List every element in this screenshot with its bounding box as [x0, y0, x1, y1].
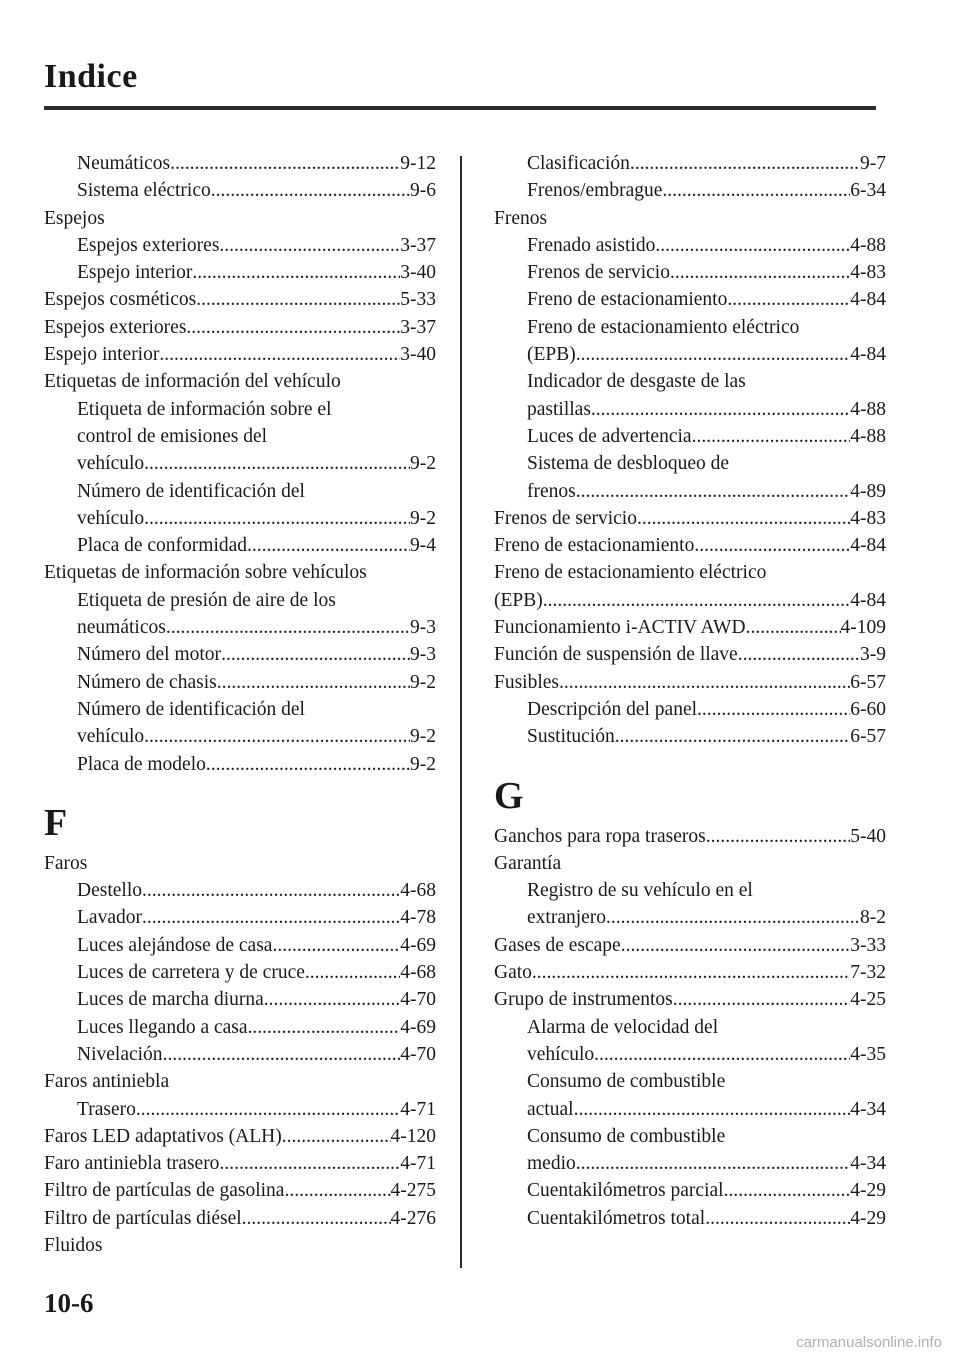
watermark: carmanualsonline.info: [796, 1334, 942, 1351]
leader-dots: [706, 823, 851, 850]
entry-label: vehículo: [527, 1043, 595, 1065]
column-divider: [460, 156, 462, 1268]
entry-label: (EPB): [494, 589, 543, 611]
leader-dots: [576, 1150, 851, 1177]
entry-label: Luces de advertencia: [527, 425, 692, 447]
entry-page: 9-7: [860, 153, 886, 174]
index-entry: [494, 614, 886, 641]
leader-dots: [606, 904, 860, 931]
entry-label: Fluidos: [44, 1234, 103, 1256]
entry-page: 4-88: [850, 234, 886, 256]
index-subentry: [44, 396, 436, 423]
entry-label: Filtro de partículas de gasolina: [44, 1180, 285, 1202]
leader-dots: [282, 1123, 391, 1150]
leader-dots: [264, 986, 400, 1013]
entry-label: vehículo: [77, 726, 145, 748]
entry-label: medio: [527, 1153, 576, 1175]
entry-label: Trasero: [77, 1098, 136, 1120]
entry-label: Sistema eléctrico: [77, 180, 211, 202]
leader-dots: [724, 1177, 851, 1204]
entry-page: 4-71: [400, 1153, 436, 1175]
entry-label: Cuentakilómetros total: [527, 1207, 706, 1229]
index-subentry: [44, 232, 436, 259]
entry-label: Luces de marcha diurna: [77, 989, 264, 1011]
index-column-left: [44, 150, 436, 1259]
entry-page: 9-2: [410, 453, 436, 475]
leader-dots: [655, 232, 850, 259]
entry-label: Espejo interior: [44, 344, 160, 366]
entry-label: Gato: [494, 962, 532, 984]
leader-dots: [219, 1150, 400, 1177]
leader-dots: [637, 505, 850, 532]
leader-dots: [673, 986, 851, 1013]
entry-page: 9-2: [410, 726, 436, 748]
leader-dots: [630, 150, 860, 177]
index-entry: [494, 669, 886, 696]
entry-page: 5-40: [850, 825, 886, 847]
index-entry: [494, 850, 886, 877]
leader-dots: [576, 341, 851, 368]
index-subentry: [494, 1068, 886, 1095]
entry-label: Freno de estacionamiento: [527, 289, 728, 311]
entry-page: 4-34: [850, 1153, 886, 1175]
entry-label: Filtro de partículas diésel: [44, 1207, 242, 1229]
index-entry: [494, 505, 886, 532]
entry-label: Frenos/embrague: [527, 180, 663, 202]
index-subentry: [494, 723, 886, 750]
entry-label: Freno de estacionamiento eléctrico: [527, 316, 800, 338]
index-subentry: [494, 1150, 886, 1177]
index-subentry: [494, 1205, 886, 1232]
index-subentry: [44, 1014, 436, 1041]
index-subentry: [494, 341, 886, 368]
entry-page: 6-57: [850, 726, 886, 748]
leader-dots: [144, 450, 410, 477]
entry-page: 4-89: [850, 480, 886, 502]
leader-dots: [697, 696, 850, 723]
entry-page: 4-69: [400, 1016, 436, 1038]
entry-label: Cuentakilómetros parcial: [527, 1180, 724, 1202]
entry-label: Faros antiniebla: [44, 1071, 170, 1093]
index-subentry: [494, 1123, 886, 1150]
leader-dots: [594, 1041, 850, 1068]
entry-page: 4-71: [400, 1098, 436, 1120]
index-entry: [494, 986, 886, 1013]
index-entry: [494, 932, 886, 959]
index-subentry: [44, 478, 436, 505]
entry-page: 6-60: [850, 698, 886, 720]
index-subentry: [44, 986, 436, 1013]
entry-page: 9-12: [400, 153, 436, 174]
index-subentry: [44, 723, 436, 750]
leader-dots: [142, 877, 400, 904]
entry-label: Alarma de velocidad del: [527, 1016, 719, 1038]
index-subentry: [44, 877, 436, 904]
entry-page: 7-32: [850, 962, 886, 984]
entry-label: Etiqueta de información sobre el: [77, 398, 332, 420]
entry-page: 4-275: [390, 1180, 436, 1202]
entry-page: 4-88: [850, 425, 886, 447]
entry-label: Luces llegando a casa: [77, 1016, 248, 1038]
entry-label: Fusibles: [494, 671, 560, 693]
entry-label: Espejos cosméticos: [44, 289, 197, 311]
entry-label: (EPB): [527, 344, 576, 366]
entry-page: 3-9: [860, 644, 886, 666]
index-subentry: [44, 450, 436, 477]
index-entry: [494, 205, 886, 232]
leader-dots: [142, 904, 400, 931]
index-subentry: [44, 669, 436, 696]
entry-label: extranjero: [527, 907, 607, 929]
entry-label: Espejo interior: [77, 262, 193, 284]
entry-page: 6-34: [850, 180, 886, 202]
index-subentry: [494, 877, 886, 904]
leader-dots: [221, 641, 410, 668]
entry-label: Lavador: [77, 907, 142, 929]
entry-page: 3-40: [400, 262, 436, 284]
index-subentry: [44, 587, 436, 614]
entry-label: Consumo de combustible: [527, 1125, 726, 1147]
entry-label: Etiqueta de presión de aire de los: [77, 589, 336, 611]
leader-dots: [272, 932, 400, 959]
entry-page: 4-276: [390, 1207, 436, 1229]
entry-label: Placa de modelo: [77, 753, 206, 775]
entry-page: 9-3: [410, 617, 436, 639]
entry-label: Nivelación: [77, 1043, 163, 1065]
leader-dots: [591, 396, 850, 423]
index-subentry: [44, 505, 436, 532]
index-entry: [44, 341, 436, 368]
index-entry: [44, 850, 436, 877]
index-entry: [44, 1205, 436, 1232]
index-entry: [494, 823, 886, 850]
entry-label: frenos: [527, 480, 576, 502]
index-subentry: [44, 259, 436, 286]
leader-dots: [746, 614, 841, 641]
entry-label: Frenado asistido: [527, 234, 656, 256]
index-subentry: [494, 904, 886, 931]
entry-label: Frenos: [494, 207, 548, 229]
entry-label: Faros LED adaptativos (ALH): [44, 1125, 282, 1147]
index-subentry: [494, 177, 886, 204]
entry-label: Sustitución: [527, 726, 615, 748]
leader-dots: [662, 177, 850, 204]
entry-label: Número de identificación del: [77, 698, 305, 720]
index-entry: [44, 1150, 436, 1177]
index-subentry: [44, 614, 436, 641]
entry-label: pastillas: [527, 398, 591, 420]
entry-page: 9-3: [410, 644, 436, 666]
index-entry: [494, 532, 886, 559]
index-subentry: [494, 396, 886, 423]
entry-page: 9-2: [410, 507, 436, 529]
index-entry: [44, 1177, 436, 1204]
leader-dots: [615, 723, 850, 750]
entry-page: 3-40: [400, 344, 436, 366]
index-subentry: [494, 368, 886, 395]
entry-label: actual: [527, 1098, 574, 1120]
index-subentry: [44, 751, 436, 778]
entry-page: 4-29: [850, 1180, 886, 1202]
leader-dots: [248, 1014, 401, 1041]
index-subentry: [494, 314, 886, 341]
index-entry: [494, 587, 886, 614]
entry-label: Etiquetas de información del vehículo: [44, 371, 341, 393]
entry-label: Faro antiniebla trasero: [44, 1153, 220, 1175]
entry-label: Número del motor: [77, 644, 222, 666]
leader-dots: [163, 1041, 401, 1068]
leader-dots: [532, 959, 850, 986]
entry-page: 4-25: [850, 989, 886, 1011]
entry-page: 4-35: [850, 1043, 886, 1065]
entry-label: Consumo de combustible: [527, 1071, 726, 1093]
index-subentry: [44, 904, 436, 931]
leader-dots: [692, 423, 851, 450]
leader-dots: [694, 532, 850, 559]
leader-dots: [166, 614, 410, 641]
entry-label: Etiquetas de información sobre vehículos: [44, 562, 367, 584]
entry-page: 8-2: [860, 907, 886, 929]
index-entry: [494, 559, 886, 586]
entry-label: vehículo: [77, 453, 145, 475]
index-subentry: [494, 286, 886, 313]
index-subentry: [494, 1096, 886, 1123]
index-entry: [494, 641, 886, 668]
leader-dots: [574, 1096, 851, 1123]
entry-page: 9-4: [410, 535, 436, 557]
index-subentry: [494, 1041, 886, 1068]
entry-label: vehículo: [77, 507, 145, 529]
index-entry: [494, 959, 886, 986]
index-subentry: [494, 1177, 886, 1204]
entry-page: 4-83: [850, 262, 886, 284]
entry-page: 9-6: [410, 180, 436, 202]
index-entry: [44, 1068, 436, 1095]
leader-dots: [284, 1177, 390, 1204]
entry-label: Indicador de desgaste de las: [527, 371, 746, 393]
section-letter: F: [44, 801, 68, 844]
entry-page: 3-33: [850, 934, 886, 956]
entry-label: Espejos exteriores: [44, 316, 187, 338]
entry-label: Funcionamiento i-ACTIV AWD: [494, 617, 746, 639]
index-subentry: [494, 150, 886, 177]
entry-page: 4-34: [850, 1098, 886, 1120]
entry-page: 3-37: [400, 316, 436, 338]
index-subentry: [494, 450, 886, 477]
leader-dots: [576, 478, 851, 505]
index-column-right: [494, 150, 886, 1232]
entry-page: 3-37: [400, 234, 436, 256]
entry-page: 4-70: [400, 1043, 436, 1065]
index-entry: [44, 368, 436, 395]
index-subentry: [44, 1096, 436, 1123]
entry-label: Luces de carretera y de cruce: [77, 962, 305, 984]
entry-label: Descripción del panel: [527, 698, 698, 720]
index-entry: [44, 205, 436, 232]
entry-label: Luces alejándose de casa: [77, 934, 273, 956]
entry-page: 5-33: [400, 289, 436, 311]
leader-dots: [206, 751, 410, 778]
entry-label: Ganchos para ropa traseros: [494, 825, 706, 847]
entry-page: 6-57: [850, 671, 886, 693]
index-subentry: [44, 932, 436, 959]
leader-dots: [217, 669, 410, 696]
leader-dots: [305, 959, 400, 986]
leader-dots: [144, 505, 410, 532]
entry-label: Gases de escape: [494, 934, 621, 956]
leader-dots: [705, 1205, 850, 1232]
entry-label: Registro de su vehículo en el: [527, 880, 753, 902]
entry-label: Frenos de servicio: [527, 262, 670, 284]
page-number: 10-6: [44, 1288, 94, 1318]
index-entry: [44, 1123, 436, 1150]
index-subentry: [44, 696, 436, 723]
index-subentry: [44, 532, 436, 559]
entry-label: Freno de estacionamiento: [494, 535, 695, 557]
page-title: Indice: [44, 58, 138, 95]
leader-dots: [170, 150, 400, 177]
index-entry: [44, 286, 436, 313]
entry-label: Garantía: [494, 852, 562, 874]
entry-label: Destello: [77, 880, 142, 902]
index-subentry: [44, 177, 436, 204]
index-subentry: [494, 696, 886, 723]
entry-page: 9-2: [410, 753, 436, 775]
entry-label: control de emisiones del: [77, 425, 268, 447]
leader-dots: [186, 314, 400, 341]
leader-dots: [196, 286, 400, 313]
entry-label: Clasificación: [527, 153, 630, 174]
entry-label: Número de identificación del: [77, 480, 305, 502]
index-subentry: [494, 259, 886, 286]
leader-dots: [621, 932, 851, 959]
entry-label: neumáticos: [77, 617, 166, 639]
leader-dots: [543, 587, 851, 614]
index-entry: [44, 559, 436, 586]
index-entry: [44, 1232, 436, 1259]
entry-label: Función de suspensión de llave: [494, 644, 738, 666]
entry-label: Número de chasis: [77, 671, 217, 693]
index-subentry: [494, 423, 886, 450]
entry-label: Placa de conformidad: [77, 535, 248, 557]
index-subentry: [494, 1014, 886, 1041]
entry-page: 4-84: [850, 589, 886, 611]
entry-page: 4-109: [840, 617, 886, 639]
entry-page: 4-69: [400, 934, 436, 956]
entry-page: 4-68: [400, 962, 436, 984]
entry-label: Espejos exteriores: [77, 234, 220, 256]
entry-label: Sistema de desbloqueo de: [527, 453, 729, 475]
entry-page: 4-84: [850, 289, 886, 311]
entry-page: 4-70: [400, 989, 436, 1011]
leader-dots: [727, 286, 850, 313]
entry-page: 4-78: [400, 907, 436, 929]
leader-dots: [192, 259, 400, 286]
entry-page: 4-84: [850, 535, 886, 557]
leader-dots: [242, 1205, 391, 1232]
index-subentry: [44, 1041, 436, 1068]
index-subentry: [44, 641, 436, 668]
index-subentry: [44, 150, 436, 177]
leader-dots: [670, 259, 850, 286]
index-subentry: [44, 959, 436, 986]
entry-label: Frenos de servicio: [494, 507, 637, 529]
entry-label: Espejos: [44, 207, 105, 229]
leader-dots: [136, 1096, 400, 1123]
entry-label: Neumáticos: [77, 153, 171, 174]
entry-label: Freno de estacionamiento eléctrico: [494, 562, 767, 584]
entry-label: Grupo de instrumentos: [494, 989, 673, 1011]
index-subentry: [44, 423, 436, 450]
index-subentry: [494, 232, 886, 259]
section-letter: G: [494, 774, 524, 817]
entry-page: 4-83: [850, 507, 886, 529]
entry-page: 4-29: [850, 1207, 886, 1229]
leader-dots: [738, 641, 860, 668]
entry-page: 4-88: [850, 398, 886, 420]
leader-dots: [211, 177, 410, 204]
leader-dots: [247, 532, 410, 559]
entry-label: Faros: [44, 852, 88, 874]
leader-dots: [159, 341, 400, 368]
leader-dots: [559, 669, 850, 696]
index-subentry: [494, 478, 886, 505]
entry-page: 9-2: [410, 671, 436, 693]
title-rule: [44, 106, 876, 110]
leader-dots: [144, 723, 410, 750]
index-entry: [44, 314, 436, 341]
entry-page: 4-68: [400, 880, 436, 902]
leader-dots: [219, 232, 400, 259]
entry-page: 4-120: [390, 1125, 436, 1147]
entry-page: 4-84: [850, 344, 886, 366]
